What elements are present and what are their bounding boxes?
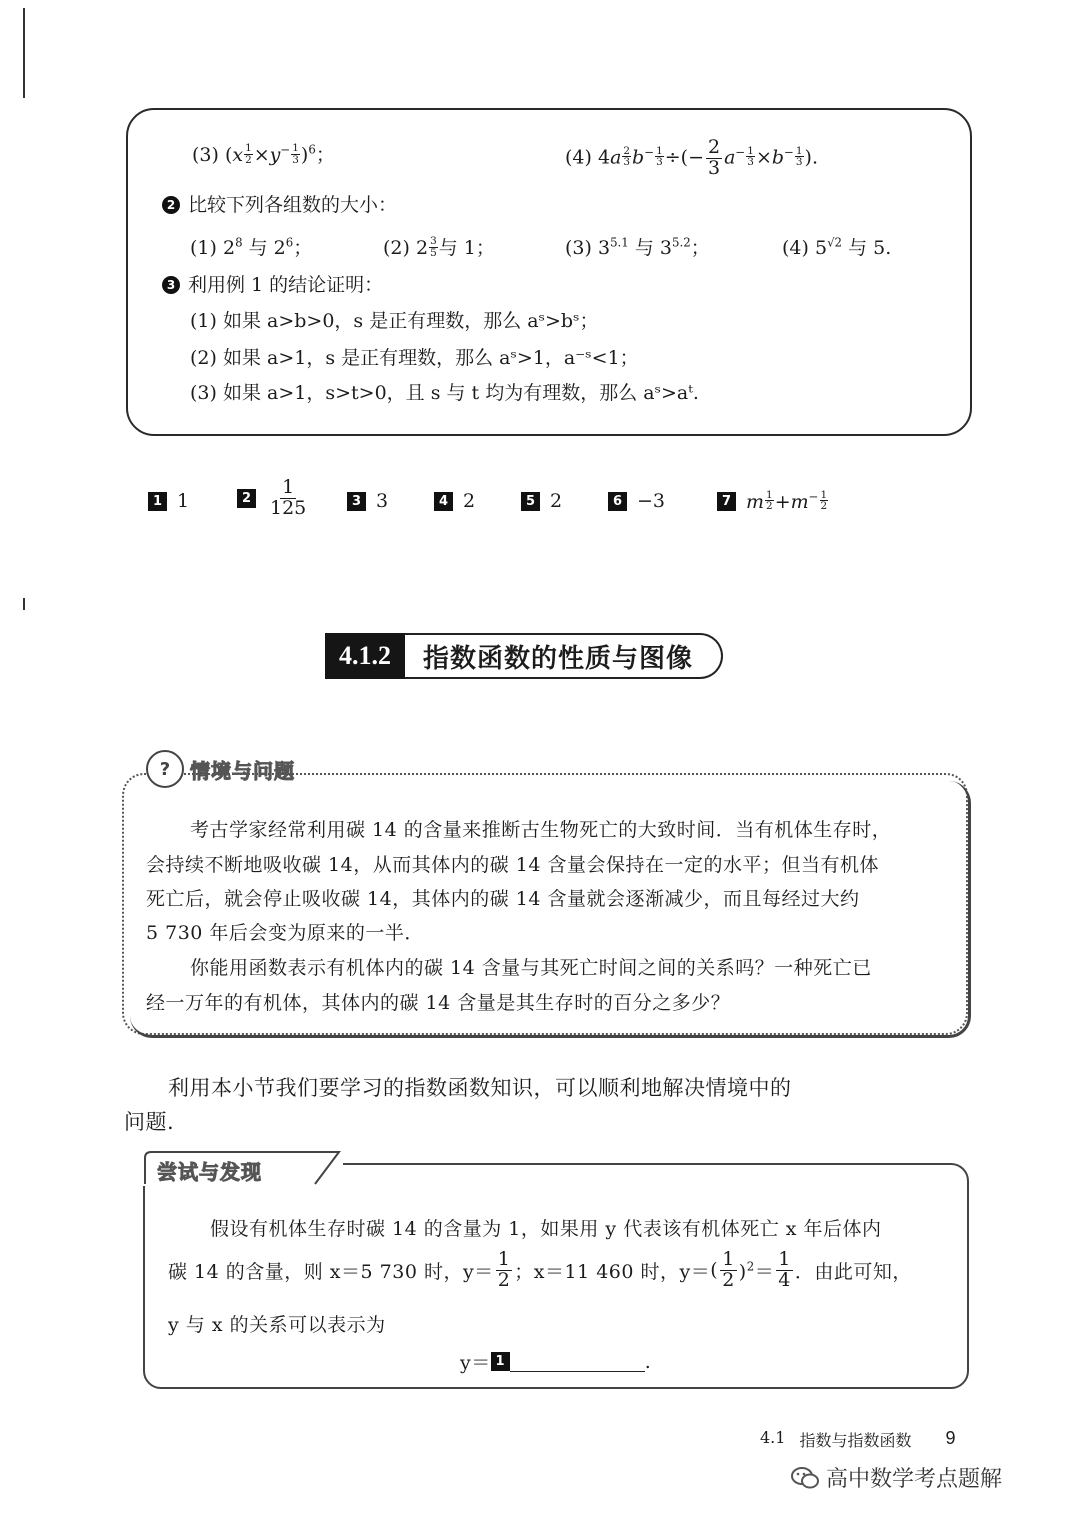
question-2-items: (2) 2 $\frac{3}{5}$ 与 1； [383,235,495,259]
answer-4 [434,490,475,512]
connector: 与 [634,237,654,259]
answer-number: 2 [237,489,256,508]
item-label: (3) [565,237,592,259]
page-number: 9 [945,1428,956,1448]
scenario-line: 你能用函数表示有机体内的碳 14 含量与其死亡时间之间的关系吗？一种死亡已 [190,957,872,979]
question-2-items: (3) $3^{5.1}$ 与 $3^{5.2}$； [565,235,710,259]
item-label: (2) [383,237,410,259]
watermark [790,1462,1002,1493]
question-text: 利用例 1 的结论证明： [188,274,384,296]
section-title: 指数函数的性质与图像 [405,633,723,679]
question-2-items: (1) $2^8$ 与 $2^6$； [190,235,313,259]
question-3 [162,270,383,297]
explore-label: 尝试与发现 [157,1160,262,1184]
answer-number: 7 [717,492,736,511]
question-mark-icon [146,750,184,788]
watermark-text: 高中数学考点题解 [826,1467,1003,1492]
question-3-item [190,306,598,333]
answer-6 [608,490,665,512]
answer-value: −3 [637,490,666,512]
answer-3 [347,490,388,512]
formula-line: y＝ 1 . [460,1348,651,1375]
wechat-icon [790,1465,820,1491]
item-label: (2) [190,347,217,369]
footer-section: 4.1 [760,1428,786,1447]
item-text: 如果 a>1，s>t>0，且 s 与 t 均为有理数，那么 aˢ>aᵗ. [222,382,699,404]
answer-number: 1 [148,492,167,511]
exercise-item-4: (4) 4a $\frac{2}{3}$ b− $\frac{1}{3}$ ÷(− $\frac{2}{3}$ a− $\frac{1}{3}$ ×b− $\frac{1}{3}$ ). [565,136,818,179]
answer-value: $\frac{1}{125}$ [270,476,307,519]
question-3-item [190,378,699,405]
answer-value: 3 [376,490,389,512]
bullet-2: 2 [162,196,180,214]
answer-number: 4 [434,492,453,511]
intro-line: 利用本小节我们要学习的指数函数知识，可以顺利地解决情境中的 [168,1076,792,1100]
scenario-line: 死亡后，就会停止吸收碳 14，其体内的碳 14 含量就会逐渐减少，而且每经过大约 [146,888,860,910]
question-2-items: (4) $5^{√2}$ 与 5. [782,235,892,259]
footer-title: 指数与指数函数 [799,1431,912,1450]
connector: 与 [248,237,268,259]
scenario-line: 经一万年的有机体，其体内的碳 14 含量是其生存时的百分之多少？ [146,992,731,1014]
page-footer [760,1428,955,1451]
margin-mark [23,598,25,610]
exercise-item-3: (3) (x $\frac{1}{2}$ ×y− $\frac{1}{3}$ )$^6$； [192,142,335,166]
answer-value: 2 [463,490,476,512]
scenario-label: 情境与问题 [190,758,295,783]
connector: 与 [848,237,868,259]
answer-value: 2 [550,490,563,512]
intro-line: 问题. [124,1110,175,1134]
margin-mark [23,8,25,98]
scenario-line: 5 730 年后会变为原来的一半． [146,922,424,944]
item-label: (4) [565,146,592,169]
explore-text: ．由此可知， [794,1260,912,1283]
item-label: (3) [190,382,217,404]
answer-blank[interactable] [510,1351,645,1372]
explore-tag [143,1150,343,1186]
item-text: 如果 a>1，s 是正有理数，那么 aˢ>1，a⁻ˢ<1； [222,347,639,369]
item-label: (4) [782,237,809,259]
bullet-3: 3 [162,276,180,294]
section-number: 4.1.2 [325,633,405,679]
answer-value: 1 [177,490,190,512]
answer-number: 5 [521,492,540,511]
item-label: (3) [192,144,219,166]
answer-number: 3 [347,492,366,511]
scenario-tag [146,750,295,788]
section-heading [325,633,723,679]
explore-text: ；x＝11 460 时，y＝ [514,1260,711,1283]
connector: 与 [438,237,458,259]
answer-number: 6 [608,492,627,511]
scenario-line: 考古学家经常利用碳 14 的含量来推断古生物死亡的大致时间．当有机体生存时， [190,819,892,841]
explore-line: 假设有机体生存时碳 14 的含量为 1，如果用 y 代表该有机体死亡 x 年后体内 [210,1218,882,1240]
answer-5 [521,490,562,512]
item-label: (1) [190,237,217,259]
blank-number: 1 [491,1352,510,1371]
explore-line: y 与 x 的关系可以表示为 [168,1314,386,1336]
explore-line: 碳 14 的含量，则 x＝5 730 时，y＝ $\frac{1}{2}$ ；x＝11 460 时，y＝ ( $\frac{1}{2}$ )$^2$＝ $\frac{1}{4}$ ．由此可知， [168,1248,912,1291]
answer-7 [717,490,829,513]
scenario-line: 会持续不断地吸收碳 14，从而其体内的碳 14 含量会保持在一定的水平；但当有机体 [146,854,879,876]
answer-2 [237,478,310,519]
answer-value: m $\frac{1}{2}$ +m− $\frac{1}{2}$ [746,489,828,513]
answer-1 [148,490,189,512]
svg-text:?: ? [159,759,171,780]
explore-text: 碳 14 的含量，则 x＝5 730 时，y＝ [168,1260,494,1283]
formula-lhs: y＝ [460,1352,491,1374]
question-3-item [190,343,639,370]
question-2 [162,190,397,217]
item-label: (1) [190,310,217,332]
question-text: 比较下列各组数的大小： [188,194,398,216]
item-text: 如果 a>b>0，s 是正有理数，那么 aˢ>bˢ； [222,310,599,332]
